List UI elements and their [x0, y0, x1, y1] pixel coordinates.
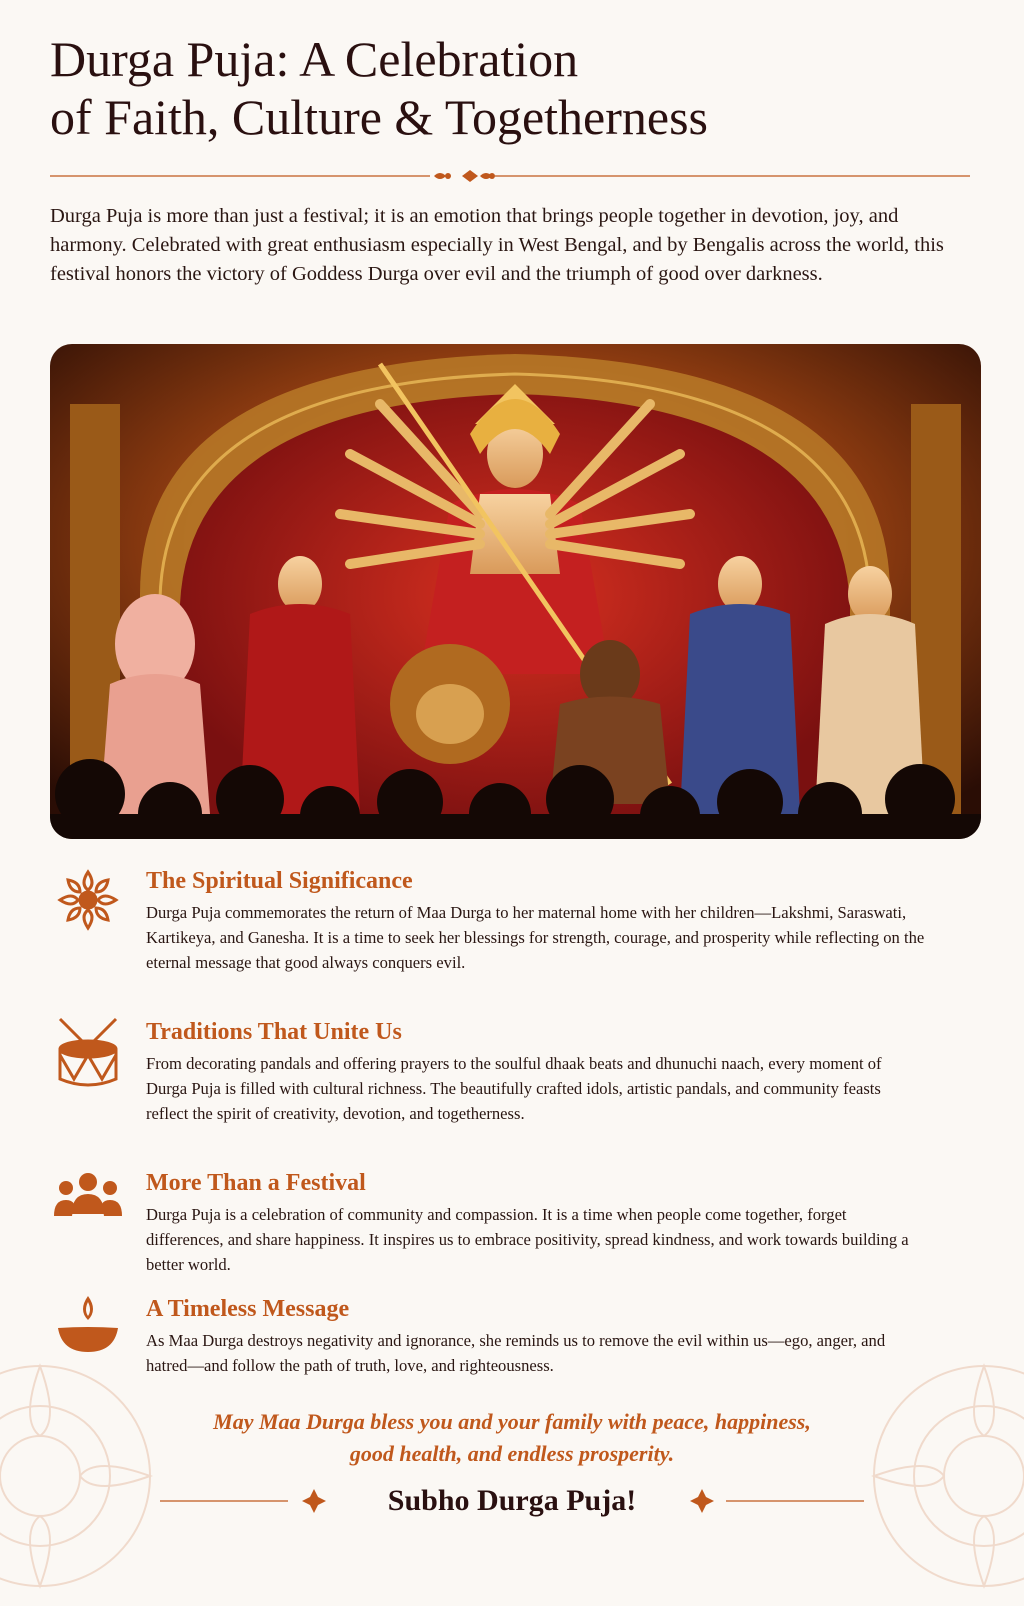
- diya-lamp-icon: [50, 1294, 130, 1374]
- section-heading: A Timeless Message: [146, 1296, 350, 1322]
- section-text: Durga Puja commemorates the return of Maa Durga to her maternal home with her children—Lakshmi, Saraswati, Kartikeya, and Ganesha. It is a time to seek her blessings for strength, courage, and prosperity while reflecting on the eternal message that good always conquers evil.: [146, 903, 925, 972]
- section-heading: More Than a Festival: [146, 1170, 366, 1196]
- corner-mandala-left: [0, 1346, 170, 1606]
- page-title: [50, 30, 950, 146]
- title-line-1: Durga Puja: A Celebration: [50, 31, 579, 87]
- section-spiritual-significance: [50, 866, 990, 996]
- durga-idol-illustration: [50, 344, 981, 839]
- section-heading: Traditions That Unite Us: [146, 1019, 402, 1045]
- closing-greeting: Subho Durga Puja!: [387, 1484, 637, 1517]
- dhaak-drum-icon: [50, 1017, 130, 1097]
- section-text: From decorating pandals and offering prayers to the soulful dhaak beats and dhunuchi naach, every moment of Durga Puja is filled with cultural richness. The beautifully crafted idols, artistic pandals, and community feasts reflect the spirit of creativity, devotion, and togetherness.: [146, 1054, 882, 1123]
- corner-mandala-right: [854, 1346, 1024, 1606]
- section-text: As Maa Durga destroys negativity and ignorance, she reminds us to remove the evil within us—ego, anger, and hatred—and follow the path of truth, love, and righteousness.: [146, 1331, 886, 1375]
- lotus-icon: [50, 866, 130, 946]
- blessing-line-1: May Maa Durga bless you and your family with peace, happiness,: [213, 1409, 811, 1434]
- section-text: Durga Puja is a celebration of community and compassion. It is a time when people come together, forget differences, and share happiness. It inspires us to embrace positivity, spread kindness, and work towards building a better world.: [146, 1205, 909, 1274]
- people-group-icon: [50, 1168, 130, 1248]
- section-heading: The Spiritual Significance: [146, 868, 413, 894]
- intro-paragraph: Durga Puja is more than just a festival; it is an emotion that brings people together in devotion, joy, and harmony. Celebrated with great enthusiasm especially in West Bengal, and by Bengalis across the world, this festival honors the victory of Goddess Durga over evil and the triumph of good over darkness.: [50, 205, 944, 285]
- section-more-than-festival: [50, 1168, 990, 1278]
- blessing-message: [0, 1406, 1024, 1470]
- section-traditions: [50, 1017, 990, 1147]
- blessing-line-2: good health, and endless prosperity.: [349, 1441, 675, 1466]
- title-line-2: of Faith, Culture & Togetherness: [50, 89, 708, 145]
- title-divider: [50, 166, 970, 186]
- hero-image: [50, 344, 981, 839]
- section-timeless-message: [50, 1294, 990, 1384]
